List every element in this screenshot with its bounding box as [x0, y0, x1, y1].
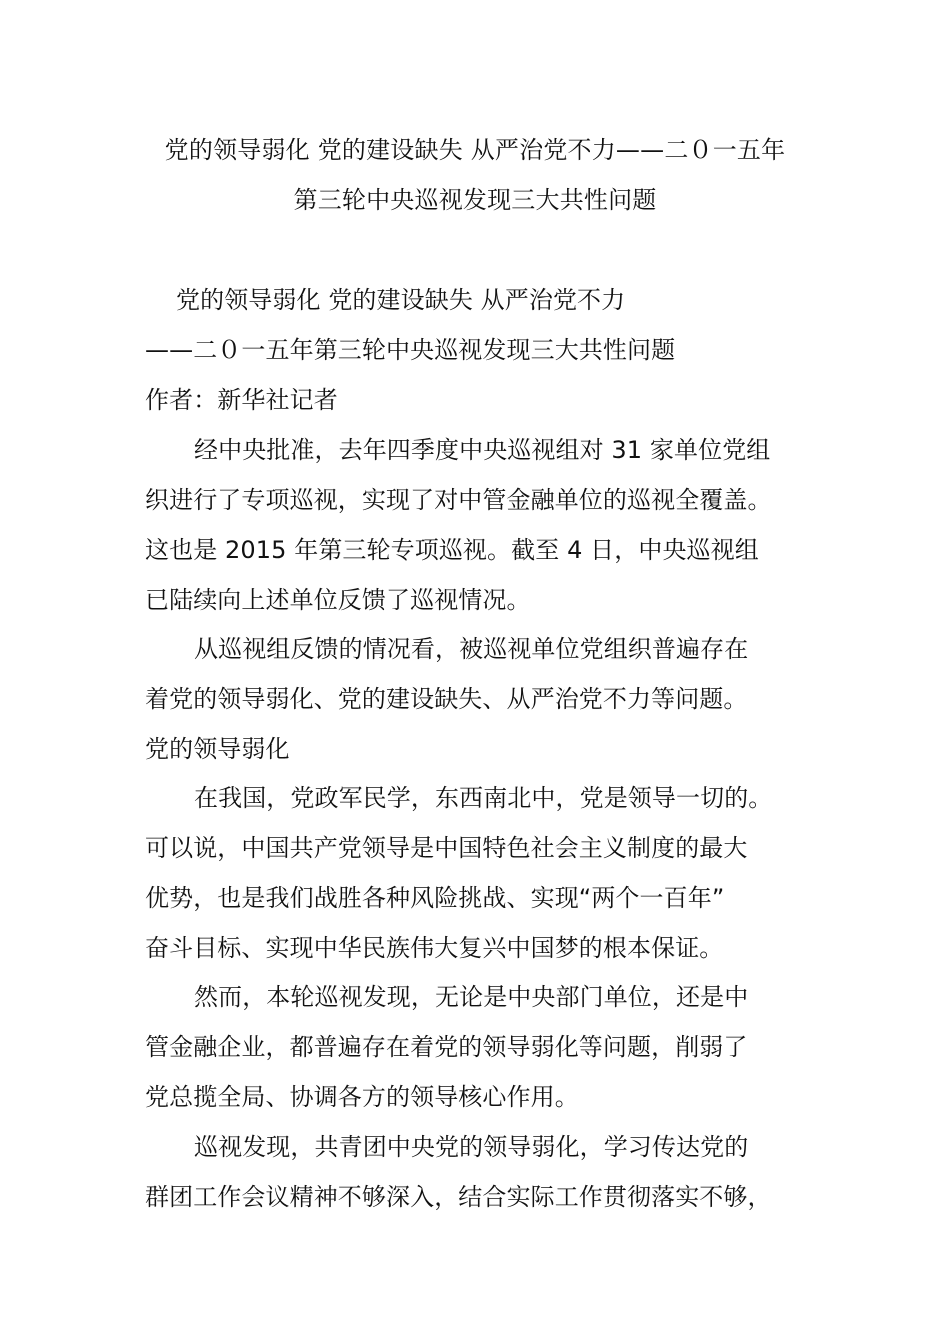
paragraph-line: 可以说，中国共产党领导是中国特色社会主义制度的最大: [145, 834, 748, 862]
paragraph-line: 着党的领导弱化、党的建设缺失、从严治党不力等问题。: [145, 685, 748, 713]
paragraph-line: 党总揽全局、协调各方的领导核心作用。: [145, 1083, 579, 1111]
paragraph-line: 这也是 2015 年第三轮专项巡视。截至 4 日，中央巡视组: [145, 536, 759, 564]
paragraph-line: 织进行了专项巡视，实现了对中管金融单位的巡视全覆盖。: [145, 486, 772, 514]
section-heading: 党的领导弱化: [145, 735, 290, 763]
paragraph-line: 奋斗目标、实现中华民族伟大复兴中国梦的根本保证。: [145, 934, 724, 962]
paragraph-line: 从巡视组反馈的情况看，被巡视单位党组织普遍存在: [194, 635, 749, 663]
document-title-line-2: 第三轮中央巡视发现三大共性问题: [293, 186, 657, 214]
document-title-line-1: 党的领导弱化 党的建设缺失 从严治党不力——二０一五年: [164, 136, 786, 164]
paragraph-line: 管金融企业，都普遍存在着党的领导弱化等问题，削弱了: [145, 1033, 748, 1061]
subtitle-line-1: 党的领导弱化 党的建设缺失 从严治党不力: [176, 286, 626, 314]
paragraph-line: 经中央批准，去年四季度中央巡视组对 31 家单位党组: [194, 436, 771, 464]
paragraph-line: 群团工作会议精神不够深入，结合实际工作贯彻落实不够，: [145, 1183, 772, 1211]
paragraph-line: 然而，本轮巡视发现，无论是中央部门单位，还是中: [194, 983, 749, 1011]
paragraph-line: 在我国，党政军民学，东西南北中，党是领导一切的。: [194, 784, 773, 812]
paragraph-line: 优势，也是我们战胜各种风险挑战、实现“两个一百年”: [145, 884, 725, 912]
author-line: 作者：新华社记者: [145, 386, 338, 414]
paragraph-line: 巡视发现，共青团中央党的领导弱化，学习传达党的: [194, 1133, 749, 1161]
subtitle-line-2: ——二０一五年第三轮中央巡视发现三大共性问题: [145, 336, 676, 364]
paragraph-line: 已陆续向上述单位反馈了巡视情况。: [145, 586, 531, 614]
